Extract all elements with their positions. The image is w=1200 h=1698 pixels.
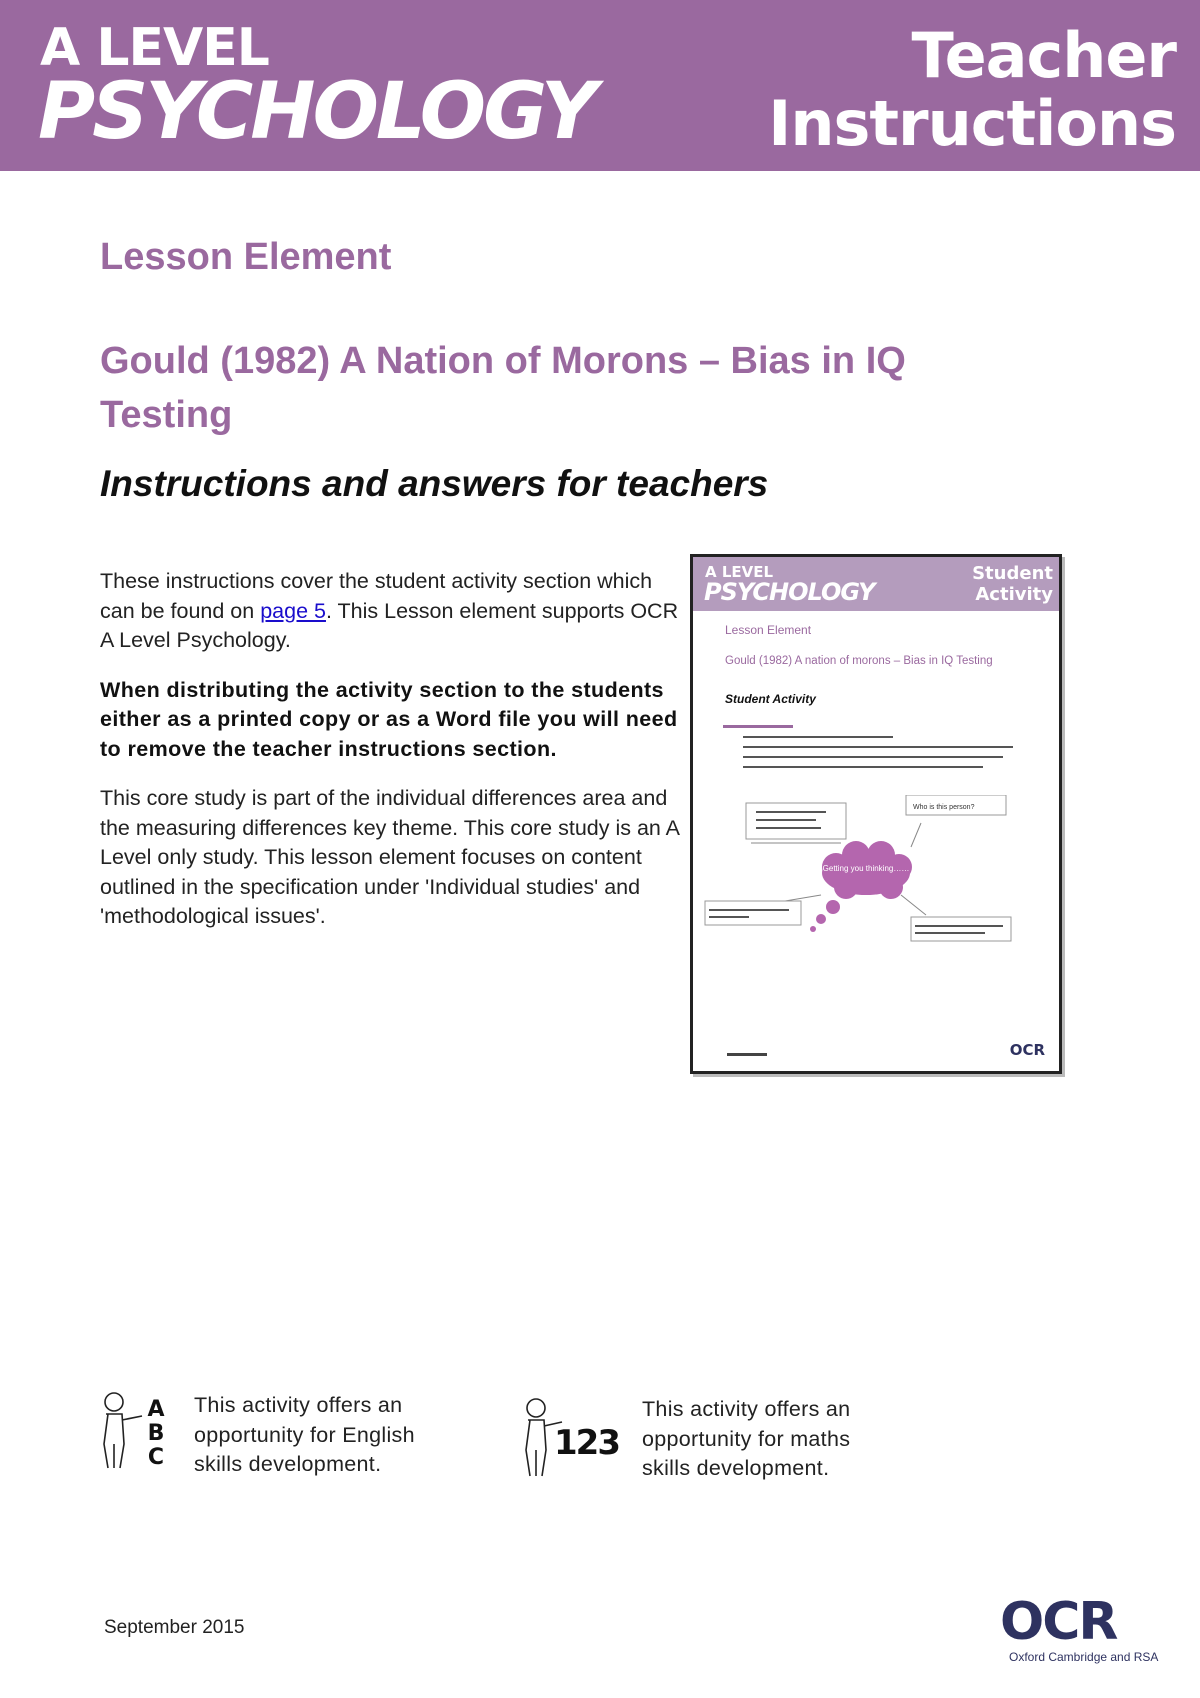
diagram-connector — [901, 895, 926, 915]
diagram-box-bottom-left — [705, 901, 801, 925]
thumbnail-line — [743, 756, 1003, 758]
student-activity-thumbnail — [690, 554, 1062, 1074]
intro-text-after-link: . This Lesson element supports OCR A Level Psychology. — [100, 598, 679, 652]
diagram-box-line — [915, 932, 985, 934]
thumbnail-brand-top: A LEVEL — [705, 563, 774, 581]
page-5-link[interactable]: page 5 — [260, 598, 326, 623]
header-banner — [0, 0, 1200, 171]
thumbnail-document-type — [972, 563, 1053, 605]
abc-glyph-b: B — [147, 1421, 165, 1446]
thought-bubble-cloud — [810, 841, 912, 932]
core-study-paragraph: This core study is part of the individual differences area and the measuring differences key theme. This core study is an A Level only study. This lesson element focuses on content outlined in the specification under 'Individual studies' and 'methodological issues'. — [100, 786, 679, 928]
diagram-connector — [911, 823, 921, 847]
abc-figure-icon — [98, 1390, 176, 1470]
thought-bubble-label: Getting you thinking…… — [822, 864, 910, 873]
lesson-element-label: Lesson Element — [100, 236, 392, 278]
thumbnail-brand-main: PSYCHOLOGY — [704, 578, 875, 606]
intro-paragraph — [100, 567, 680, 656]
thumbnail-line — [743, 736, 893, 738]
thumbnail-aims-heading — [723, 725, 793, 728]
distribution-note: When distributing the activity section to the students either as a printed copy or as a Word file you will need to remove the teacher instructions section. — [100, 677, 678, 761]
thumbnail-footer-line — [727, 1053, 767, 1056]
123-figure-icon — [520, 1396, 620, 1480]
diagram-box-line — [709, 909, 789, 911]
thumbnail-subtitle: Student Activity — [725, 692, 816, 706]
diagram-box-line — [709, 916, 749, 918]
document-type-line2: Instructions — [768, 87, 1176, 160]
diagram-box-line — [756, 811, 826, 813]
thumbnail-line — [743, 766, 983, 768]
thumbnail-thinking-diagram — [701, 795, 1057, 1035]
abc-glyph-c: C — [147, 1445, 165, 1470]
ocr-logo-subtitle: Oxford Cambridge and RSA — [1009, 1650, 1159, 1664]
lesson-title: Gould (1982) A Nation of Morons – Bias in IQ Testing — [100, 340, 906, 436]
thumbnail-document-type-line1: Student — [972, 563, 1053, 584]
diagram-box-bottom-right — [911, 917, 1011, 941]
abc-glyph-a: A — [147, 1397, 165, 1422]
publication-date: September 2015 — [104, 1617, 245, 1638]
ocr-logo — [1000, 1592, 1159, 1664]
document-type-line1: Teacher — [911, 19, 1176, 92]
thumbnail-aims-lines — [723, 725, 1023, 776]
ocr-logo-mark: OCR — [1000, 1592, 1117, 1652]
body-text — [100, 567, 680, 952]
thumbnail-ocr-logo: OCR — [1009, 1041, 1045, 1059]
thumbnail-title: Gould (1982) A nation of morons – Bias in IQ Testing — [725, 655, 993, 667]
document-type — [768, 19, 1176, 160]
thumbnail-lesson-label: Lesson Element — [725, 623, 812, 637]
page-subtitle: Instructions and answers for teachers — [100, 463, 769, 504]
brand-top: A LEVEL — [40, 18, 269, 78]
thumbnail-banner — [693, 557, 1059, 611]
thumbnail-document-type-line2: Activity — [975, 584, 1053, 605]
intro-text-before-link: These instructions cover the student activity section which can be found on — [100, 569, 653, 623]
diagram-box-line — [756, 827, 821, 829]
maths-glyph: 123 — [554, 1423, 619, 1463]
thumbnail-line — [743, 746, 1013, 748]
brand-main: PSYCHOLOGY — [38, 67, 595, 157]
maths-skills-text: This activity offers an opportunity for maths skills development. — [642, 1397, 851, 1480]
diagram-box-line — [915, 925, 1003, 927]
english-skills-text: This activity offers an opportunity for English skills development. — [194, 1393, 415, 1476]
diagram-box-line — [756, 819, 816, 821]
diagram-box-top-right-label: Who is this person? — [913, 804, 975, 811]
